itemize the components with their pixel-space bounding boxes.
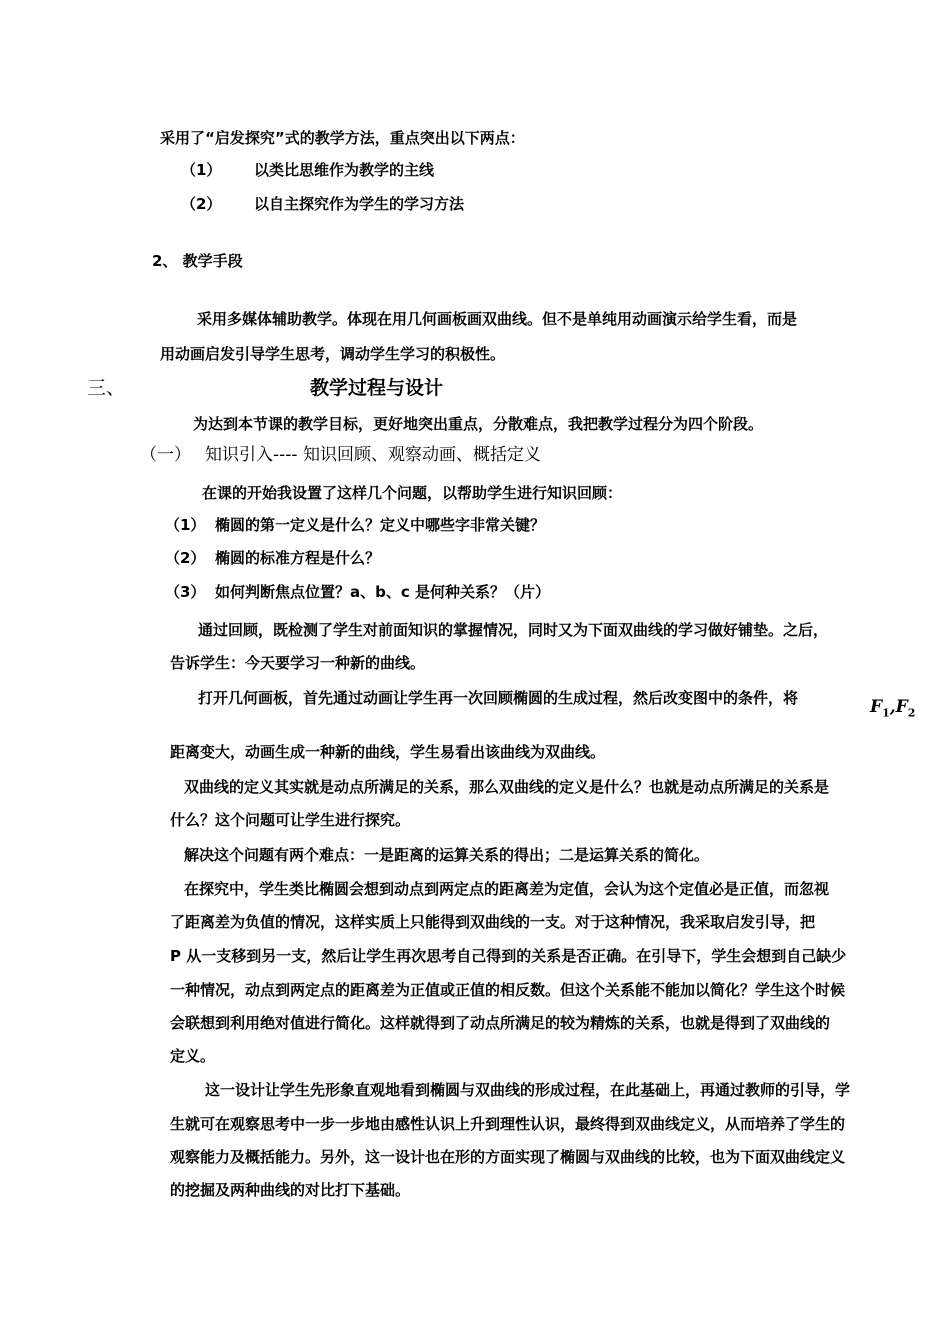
part1-title: 知识引入---- 知识回顾、观察动画、概括定义 — [205, 445, 541, 465]
means-heading: 2、 教学手段 — [152, 252, 243, 270]
definition-line2: 什么？这个问题可让学生进行探究。 — [170, 811, 411, 829]
question-2-text: 椭圆的标准方程是什么？ — [215, 549, 381, 567]
question-3-text: 如何判断焦点位置？a、b、c 是何种关系？（片） — [215, 583, 550, 601]
section-title: 教学过程与设计 — [310, 377, 444, 399]
point-1-text: 以类比思维作为教学的主线 — [254, 161, 435, 179]
explore-line3: P 从一支移到另一支，然后让学生再次思考自己得到的关系是否正确。在引导下，学生会想到自己缺少 — [170, 947, 847, 965]
formula-comma: , — [889, 697, 896, 717]
explore-line2: 了距离差为负值的情况，这样实质上只能得到双曲线的一支。对于这种情况，我采取启发引导，把 — [170, 913, 816, 931]
point-2-text: 以自主探究作为学生的学习方法 — [254, 195, 465, 213]
section-intro: 为达到本节课的教学目标，更好地突出重点，分散难点，我把教学过程分为四个阶段。 — [193, 415, 764, 433]
f2-symbol: F — [895, 697, 908, 717]
design-line3: 观察能力及概括能力。另外，这一设计也在形的方面实现了椭圆与双曲线的比较，也为下面双曲线定义 — [170, 1148, 846, 1166]
question-1-text: 椭圆的第一定义是什么？定义中哪些字非常关键？ — [215, 516, 546, 534]
explore-line4: 一种情况，动点到两定点的距离差为正值或正值的相反数。但这个关系能不能加以简化？学生这个时候 — [170, 981, 846, 999]
f1-symbol: F — [870, 697, 883, 717]
question-3-number: （3） — [165, 583, 206, 601]
definition-line1: 双曲线的定义其实就是动点所满足的关系，那么双曲线的定义是什么？也就是动点所满足的关系是 — [184, 778, 830, 796]
design-line1: 这一设计让学生先形象直观地看到椭圆与双曲线的形成过程，在此基础上，再通过教师的引导，学 — [205, 1081, 851, 1099]
method-line: 采用了“启发探究”式的教学方法，重点突出以下两点： — [160, 129, 525, 147]
question-1-number: （1） — [165, 516, 206, 534]
question-2-number: （2） — [165, 549, 206, 567]
sketchpad-line2: 距离变大，动画生成一种新的曲线，学生易看出该曲线为双曲线。 — [170, 743, 606, 761]
part1-number: （一） — [140, 445, 191, 465]
point-1-number: （1） — [181, 161, 222, 179]
review-line2: 告诉学生：今天要学习一种新的曲线。 — [170, 654, 426, 672]
f2-subscript: 2 — [907, 706, 916, 720]
focal-points-formula — [870, 697, 915, 723]
difficulty-line: 解决这个问题有两个难点：一是距离的运算关系的得出；二是运算关系的简化。 — [184, 846, 710, 864]
part1-lead: 在课的开始我设置了这样几个问题，以帮助学生进行知识回顾： — [202, 484, 623, 502]
explore-line5: 会联想到利用绝对值进行简化。这样就得到了动点所满足的较为精炼的关系，也就是得到了双曲线的 — [170, 1014, 831, 1032]
design-line4: 的挖掘及两种曲线的对比打下基础。 — [170, 1181, 411, 1199]
review-line1: 通过回顾，既检测了学生对前面知识的掌握情况，同时又为下面双曲线的学习做好铺垫。之后， — [198, 621, 829, 639]
means-para-line2: 用动画启发引导学生思考，调动学生学习的积极性。 — [160, 345, 506, 363]
sketchpad-line1: 打开几何画板，首先通过动画让学生再一次回顾椭圆的生成过程，然后改变图中的条件，将 — [198, 689, 799, 707]
explore-line1: 在探究中，学生类比椭圆会想到动点到两定点的距离差为定值，会认为这个定值必是正值，而忽视 — [184, 880, 830, 898]
explore-line6: 定义。 — [170, 1047, 216, 1065]
means-para-line1: 采用多媒体辅助教学。体现在用几何画板画双曲线。但不是单纯用动画演示给学生看，而是 — [197, 310, 798, 328]
f1-subscript: 1 — [882, 706, 890, 720]
section-number: 三、 — [87, 377, 126, 399]
design-line2: 生就可在观察思考中一步一步地由感性认识上升到理性认识，最终得到双曲线定义，从而培养了学生的 — [170, 1115, 846, 1133]
point-2-number: （2） — [181, 195, 222, 213]
